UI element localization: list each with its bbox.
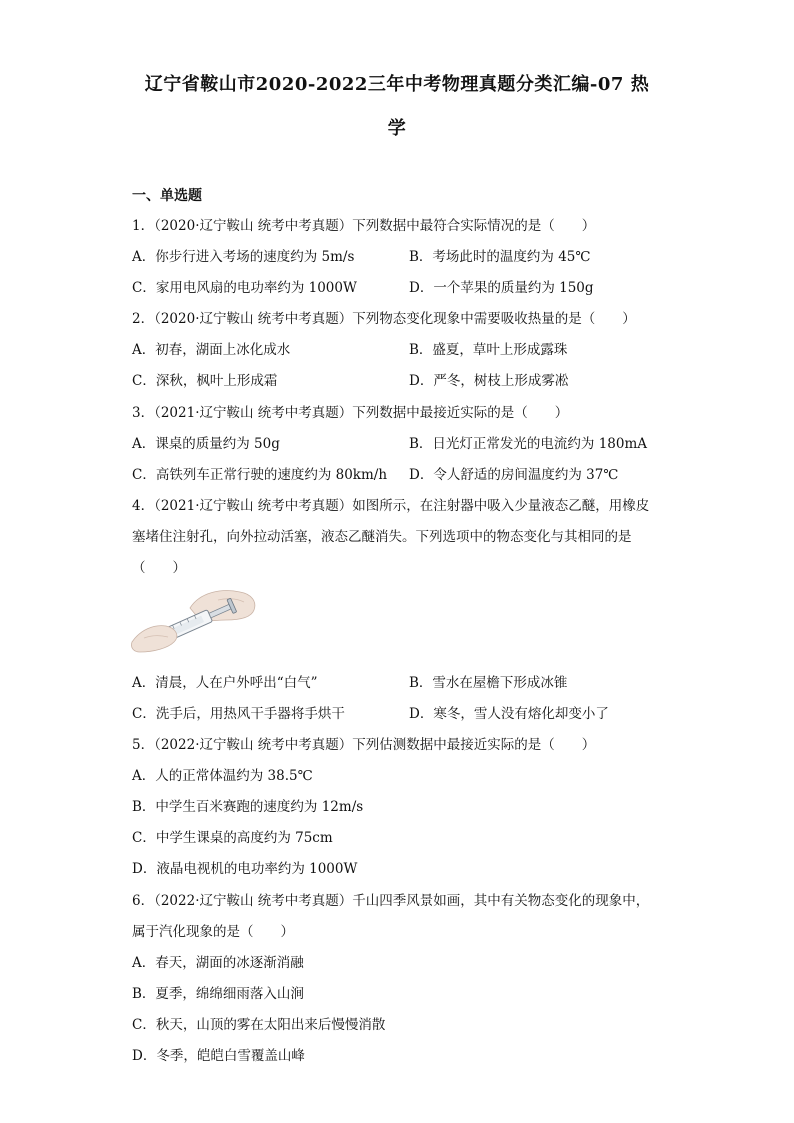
question-1-option-b: B．考场此时的温度约为 45℃ — [409, 249, 591, 265]
question-6-option-d: D．冬季，皑皑白雪覆盖山峰 — [132, 1048, 305, 1064]
question-5-option-b: B．中学生百米赛跑的速度约为 12m/s — [132, 799, 364, 815]
question-2-option-c: C．深秋，枫叶上形成霜 — [132, 373, 278, 389]
question-3-option-b: B．日光灯正常发光的电流约为 180mA — [409, 436, 648, 452]
question-3-option-a: A．课桌的质量约为 50g — [132, 436, 280, 452]
question-5-option-c: C．中学生课桌的高度约为 75cm — [132, 830, 333, 846]
question-6-stem-line-1: 6．（2022·辽宁鞍山 统考中考真题）千山四季风景如画，其中有关物态变化的现象中， — [132, 893, 650, 909]
question-4-stem-line-3: （ ） — [132, 560, 186, 576]
question-6-option-b: B．夏季，绵绵细雨落入山涧 — [132, 986, 304, 1002]
question-5-option-a: A．人的正常体温约为 38.5℃ — [132, 768, 313, 784]
question-4-option-a: A．清晨，人在户外呼出“白气” — [132, 675, 318, 691]
question-4-stem-line-2: 塞堵住注射孔，向外拉动活塞，液态乙醚消失。下列选项中的物态变化与其相同的是 — [132, 529, 632, 545]
question-1-option-a: A．你步行进入考场的速度约为 5m/s — [132, 249, 355, 265]
document-title-line-1: 辽宁省鞍山市2020-2022三年中考物理真题分类汇编-07 热 — [144, 74, 650, 95]
question-4-option-b: B．雪水在屋檐下形成冰锥 — [409, 675, 568, 691]
question-1-option-d: D．一个苹果的质量约为 150g — [409, 280, 594, 296]
question-1-option-c: C．家用电风扇的电功率约为 1000W — [132, 280, 357, 296]
question-6-option-c: C．秋天，山顶的雾在太阳出来后慢慢消散 — [132, 1017, 386, 1033]
question-3-stem: 3．（2021·辽宁鞍山 统考中考真题）下列数据中最接近实际的是（ ） — [132, 405, 569, 421]
question-3-option-d: D．令人舒适的房间温度约为 37℃ — [409, 467, 619, 483]
question-3-option-c: C．高铁列车正常行驶的速度约为 80km/h — [132, 467, 388, 483]
syringe-hand-illustration — [130, 580, 260, 662]
question-2-option-a: A．初春，湖面上冰化成水 — [132, 342, 291, 358]
question-2-option-b: B．盛夏，草叶上形成露珠 — [409, 342, 568, 358]
question-2-option-d: D．严冬，树枝上形成雾凇 — [409, 373, 569, 389]
question-4-option-c: C．洗手后，用热风干手器将手烘干 — [132, 706, 345, 722]
question-1-stem: 1．（2020·辽宁鞍山 统考中考真题）下列数据中最符合实际情况的是（ ） — [132, 218, 596, 234]
question-4-stem-line-1: 4．（2021·辽宁鞍山 统考中考真题）如图所示，在注射器中吸入少量液态乙醚，用橡皮 — [132, 498, 650, 514]
question-2-stem: 2．（2020·辽宁鞍山 统考中考真题）下列物态变化现象中需要吸收热量的是（ ） — [132, 311, 636, 327]
question-5-stem: 5．（2022·辽宁鞍山 统考中考真题）下列估测数据中最接近实际的是（ ） — [132, 737, 596, 753]
question-6-option-a: A．春天，湖面的冰逐渐消融 — [132, 955, 304, 971]
document-title-line-2: 学 — [387, 118, 407, 139]
question-4-option-d: D．寒冬，雪人没有熔化却变小了 — [409, 706, 609, 722]
section-heading: 一、单选题 — [132, 188, 202, 204]
question-5-option-d: D．液晶电视机的电功率约为 1000W — [132, 861, 358, 877]
question-6-stem-line-2: 属于汽化现象的是（ ） — [132, 924, 294, 940]
